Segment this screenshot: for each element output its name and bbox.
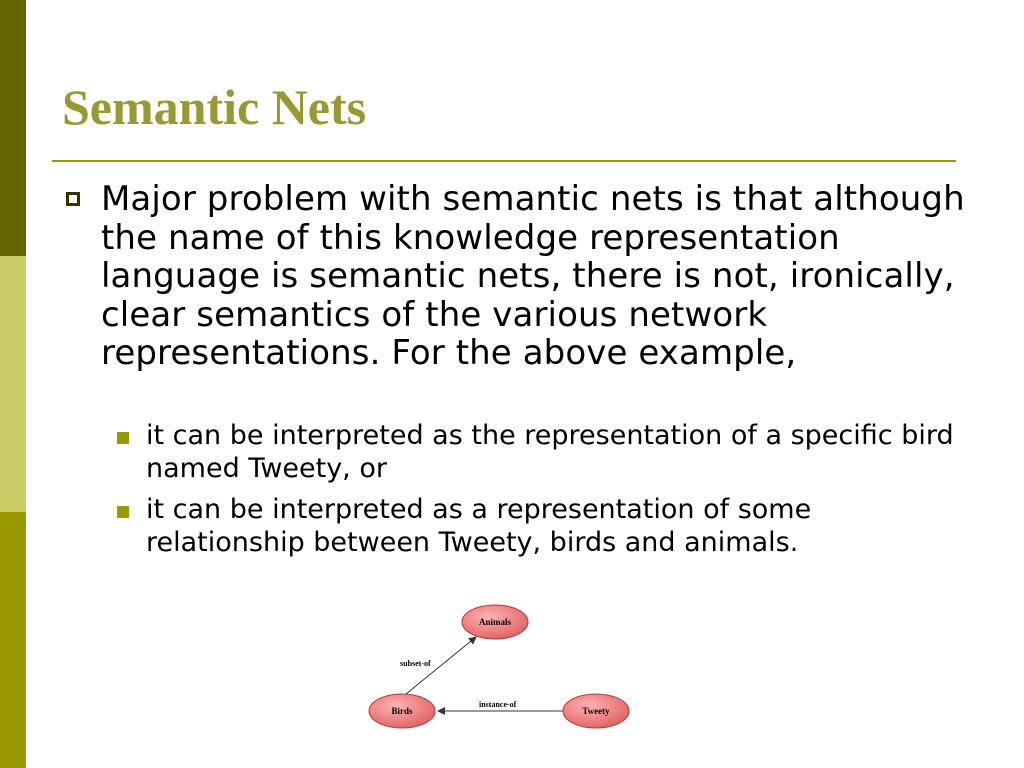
slide-title: Semantic Nets <box>62 79 367 135</box>
node-birds <box>369 694 435 728</box>
node-label-animals: Animals <box>478 617 512 627</box>
edge-label-instance-of: instance-of <box>479 700 517 709</box>
node-label-birds: Birds <box>391 706 413 716</box>
node-tweety <box>563 694 629 728</box>
sub-bullet-text-1: it can be interpreted as the representation of a specific bird named Tweety, or <box>146 420 954 484</box>
sub-bullet-text-2: it can be interpreted as a representation of some relationship between Tweety, birds and animals. <box>146 494 812 558</box>
edge-label-subset-of: subset-of <box>400 659 431 668</box>
title-divider <box>52 160 956 162</box>
semantic-net-diagram <box>360 590 700 740</box>
bullet-text-main: Major problem with semantic nets is that although the name of this knowledge representation language is semantic nets, there is not, ironically, clear semantics of the various network representations. For the above example, <box>101 179 965 373</box>
side-bar-bottom <box>0 512 26 768</box>
square-bullet-icon <box>117 432 129 444</box>
hollow-square-bullet-icon <box>66 192 80 206</box>
node-label-tweety: Tweety <box>582 706 610 716</box>
side-bar-top <box>0 0 26 256</box>
side-bar-middle <box>0 256 26 512</box>
node-animals <box>462 605 528 639</box>
square-bullet-icon <box>117 506 129 518</box>
